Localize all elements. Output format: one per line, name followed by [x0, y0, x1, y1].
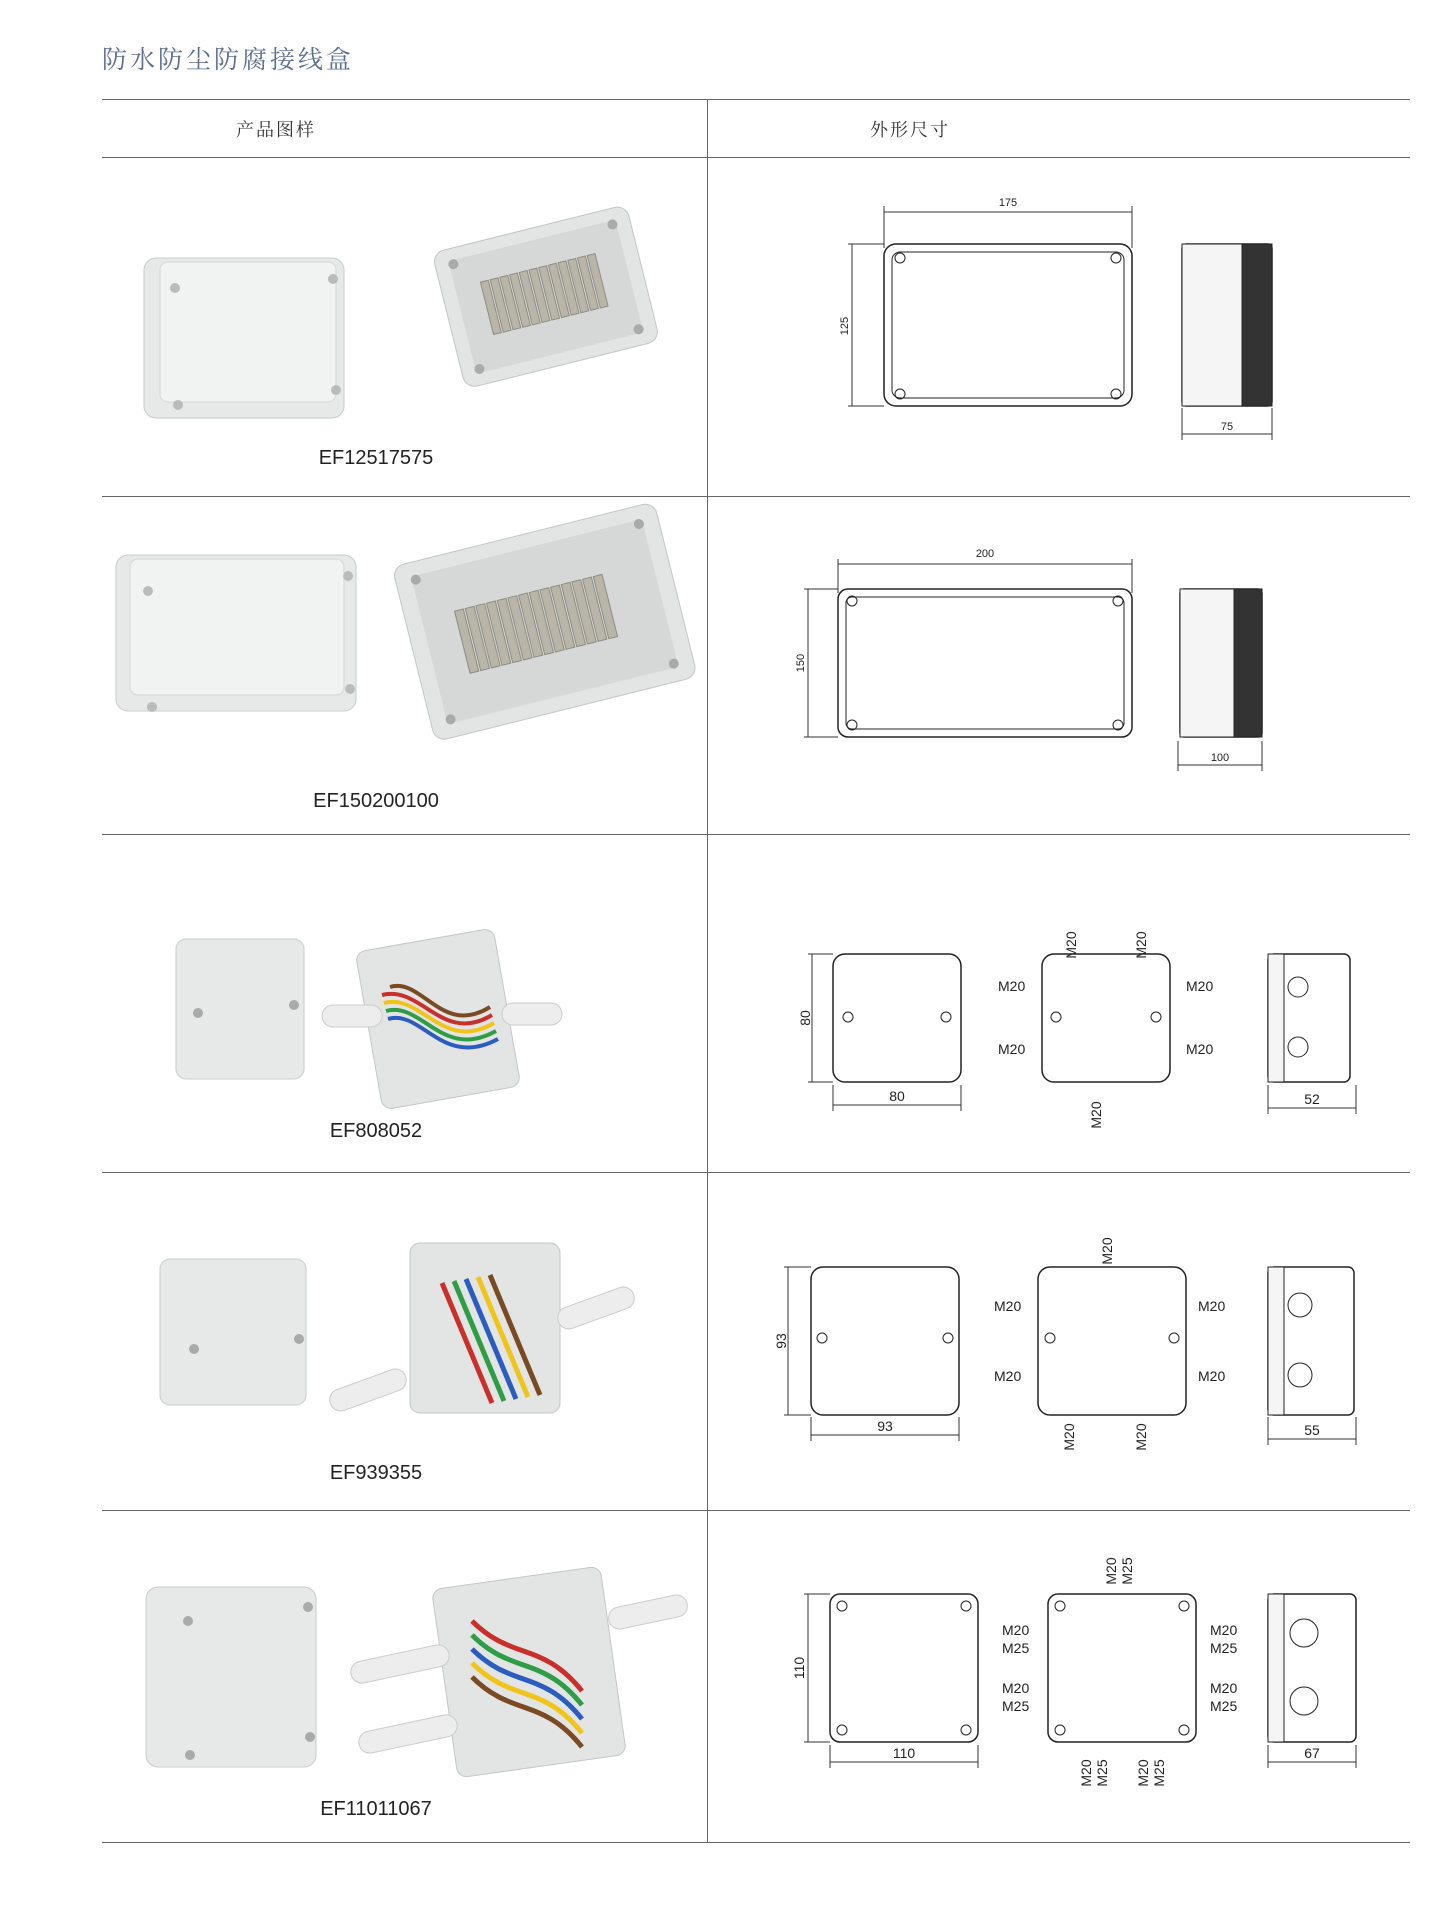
width-dimension: 175: [998, 197, 1018, 209]
gland-label: M20: [1002, 1680, 1030, 1696]
height-dimension: 125: [839, 316, 851, 336]
page-title: 防水防尘防腐接线盒: [102, 45, 355, 74]
product-model-label: EF808052: [329, 1120, 423, 1142]
gland-label: M20: [1088, 1101, 1104, 1129]
dimension-drawing: [708, 158, 1410, 496]
height-dimension: 80: [797, 1010, 813, 1026]
product-row-1-dimensions: [708, 158, 1410, 496]
closed-box-photo: [146, 1587, 316, 1767]
product-model-label: EF150200100: [313, 790, 439, 812]
gland-label: M20: [1103, 1557, 1119, 1585]
product-model-label: EF12517575: [318, 447, 434, 469]
gland-label: M25: [1210, 1640, 1238, 1656]
product-photo-pair: [102, 1173, 707, 1510]
gland-label: M20: [998, 1041, 1026, 1057]
product-row-1-images: [102, 158, 707, 496]
depth-dimension: 67: [1304, 1745, 1320, 1761]
dimension-drawing: [708, 835, 1410, 1172]
gland-label: M20: [1002, 1622, 1030, 1638]
open-box-wired-photo: [349, 1566, 690, 1778]
product-row-2-dimensions: [708, 497, 1410, 834]
column-header-dimensions: 外形尺寸: [870, 120, 950, 141]
width-dimension: 110: [892, 1745, 916, 1761]
open-box-terminal-photo: [432, 205, 660, 389]
product-row-4-dimensions: [708, 1173, 1410, 1510]
gland-label: M20: [1078, 1759, 1094, 1787]
gland-label: M20: [994, 1368, 1022, 1384]
dimension-drawing: [708, 1511, 1410, 1842]
product-row-5-dimensions: [708, 1511, 1410, 1842]
gland-label: M20: [998, 978, 1026, 994]
height-dimension: 150: [795, 653, 807, 673]
gland-label: M25: [1210, 1698, 1238, 1714]
closed-box-photo: [116, 555, 356, 712]
depth-dimension: 100: [1210, 752, 1230, 764]
gland-label: M25: [1094, 1759, 1110, 1787]
width-dimension: 93: [877, 1418, 893, 1434]
closed-box-photo: [144, 258, 344, 418]
width-dimension: 200: [975, 548, 995, 560]
closed-box-photo: [160, 1259, 306, 1405]
gland-label: M25: [1119, 1557, 1135, 1585]
dimension-drawing: [708, 1173, 1410, 1510]
table-bottom-rule: [102, 1842, 1410, 1843]
gland-label: M20: [1198, 1368, 1226, 1384]
depth-dimension: 52: [1304, 1091, 1320, 1107]
dimension-drawing: [708, 497, 1410, 834]
product-photo-pair: [102, 158, 707, 496]
product-row-4-images: [102, 1173, 707, 1510]
gland-label: M25: [1002, 1698, 1030, 1714]
gland-label: M20: [1186, 978, 1214, 994]
product-photo-pair: [102, 1511, 707, 1842]
closed-box-photo: [176, 939, 304, 1079]
gland-label: M20: [1135, 1759, 1151, 1787]
column-header-product-image: 产品图样: [236, 120, 316, 141]
gland-label: M25: [1002, 1640, 1030, 1656]
gland-label: M20: [1061, 1423, 1077, 1451]
open-box-wired-photo: [322, 928, 562, 1110]
product-photo-pair: [102, 497, 707, 834]
gland-label: M20: [1133, 931, 1149, 959]
height-dimension: 110: [791, 1656, 807, 1680]
width-dimension: 80: [889, 1088, 905, 1104]
product-row-2-images: [102, 497, 707, 834]
product-model-label: EF11011067: [320, 1798, 432, 1820]
gland-label: M20: [1133, 1423, 1149, 1451]
open-box-wired-photo: [327, 1243, 638, 1414]
gland-label: M20: [1099, 1237, 1115, 1265]
product-row-5-images: [102, 1511, 707, 1842]
gland-label: M20: [1063, 931, 1079, 959]
open-box-terminal-photo: [392, 502, 698, 742]
depth-dimension: 75: [1220, 421, 1234, 433]
gland-label: M20: [1210, 1622, 1238, 1638]
product-row-3-dimensions: [708, 835, 1410, 1172]
gland-label: M20: [994, 1298, 1022, 1314]
gland-label: M25: [1151, 1759, 1167, 1787]
depth-dimension: 55: [1304, 1422, 1320, 1438]
gland-label: M20: [1210, 1680, 1238, 1696]
gland-label: M20: [1198, 1298, 1226, 1314]
table-top-rule: [102, 99, 1410, 100]
height-dimension: 93: [773, 1333, 789, 1349]
gland-label: M20: [1186, 1041, 1214, 1057]
product-model-label: EF939355: [329, 1462, 423, 1484]
